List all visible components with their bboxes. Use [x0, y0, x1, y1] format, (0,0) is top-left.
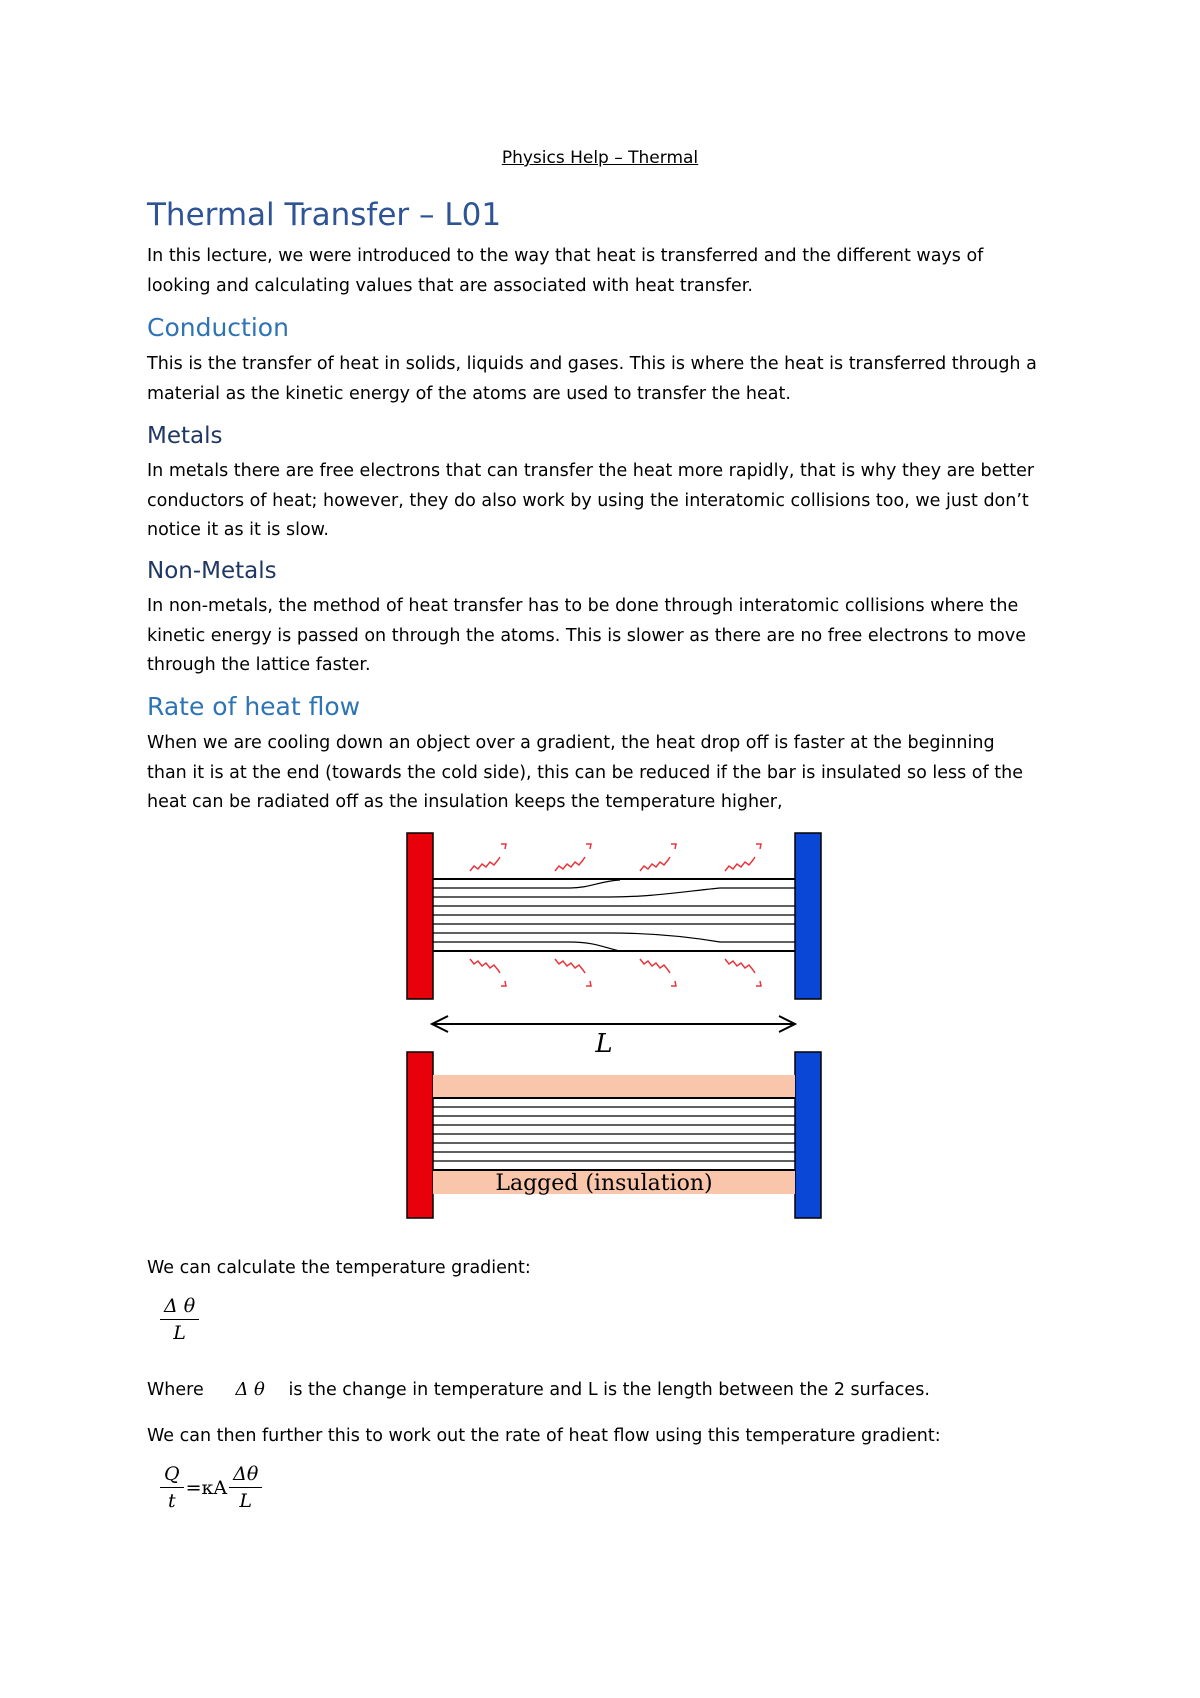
heat-flow-diagram [400, 826, 830, 1226]
rate-heading: Rate of heat flow [147, 692, 361, 721]
where-line [147, 1375, 1067, 1406]
hot-end-bottom [407, 1052, 433, 1218]
length-label: L [595, 1029, 613, 1059]
where-word: Where [147, 1380, 204, 1400]
insulation-label: Lagged (insulation) [495, 1171, 713, 1196]
conduction-paragraph [147, 350, 1067, 409]
metals-line: notice it as it is slow. [147, 520, 329, 540]
non-metals-heading: Non-Metals [147, 558, 277, 584]
lagged-bar [433, 1098, 795, 1170]
non-metals-paragraph [147, 592, 1067, 681]
insulation-top [433, 1075, 795, 1097]
radiation-arrows-top [470, 844, 761, 871]
non-metals-line: through the lattice faster. [147, 655, 371, 675]
intro-line: looking and calculating values that are associated with heat transfer. [147, 275, 753, 296]
rhs-numerator: Δθ [229, 1463, 262, 1488]
page-header: Physics Help – Thermal [501, 148, 699, 168]
length-arrow [432, 1016, 795, 1032]
intro-line: In this lecture, we were introduced to the way that heat is transferred and the different ways of [147, 246, 984, 266]
non-metals-line: In non-metals, the method of heat transfer has to be done through interatomic collisions where the [147, 596, 1019, 616]
gradient-denominator: L [173, 1322, 186, 1344]
metals-paragraph [147, 457, 1067, 546]
where-symbol: Δ θ [235, 1379, 265, 1400]
conduction-line: material as the kinetic energy of the atoms are used to transfer the heat. [147, 383, 791, 404]
hot-end-top [407, 833, 433, 999]
unlagged-bar [433, 879, 795, 951]
page-title: Thermal Transfer – L01 [147, 197, 502, 233]
lhs-denominator: t [167, 1490, 176, 1512]
metals-line: In metals there are free electrons that can transfer the heat more rapidly, that is why they are better [147, 461, 1035, 481]
non-metals-line: kinetic energy is passed on through the atoms. This is slower as there are no free electrons to move [147, 625, 1027, 646]
rate-line: heat can be radiated off as the insulation keeps the temperature higher, [147, 792, 783, 812]
lhs-numerator: Q [160, 1463, 184, 1488]
cold-end-top [795, 833, 821, 999]
formula-middle: =κA [185, 1476, 228, 1499]
lhs-fraction [160, 1463, 184, 1512]
rate-paragraph [147, 729, 1067, 818]
rate-line: than it is at the end (towards the cold side), this can be reduced if the bar is insulated so less of the [147, 762, 1023, 783]
intro-paragraph [147, 242, 1067, 301]
rhs-fraction [229, 1463, 262, 1512]
metals-heading: Metals [147, 423, 223, 449]
rhs-denominator: L [239, 1490, 252, 1512]
gradient-numerator: Δ θ [160, 1295, 199, 1320]
gradient-fraction [160, 1295, 199, 1344]
rate-line: When we are cooling down an object over a gradient, the heat drop off is faster at the beginning [147, 733, 995, 753]
temperature-gradient-formula [160, 1295, 199, 1344]
radiation-arrows-bottom [470, 959, 761, 986]
conduction-line: This is the transfer of heat in solids, liquids and gases. This is where the heat is transferred through a [147, 354, 1037, 374]
metals-line: conductors of heat; however, they do also work by using the interatomic collisions too, we just don’t [147, 490, 1029, 511]
rate-of-heat-flow-formula [160, 1463, 262, 1512]
rate-formula-intro: We can then further this to work out the rate of heat flow using this temperature gradient: [147, 1426, 941, 1446]
conduction-heading: Conduction [147, 313, 289, 342]
gradient-intro: We can calculate the temperature gradient: [147, 1258, 531, 1278]
where-text: is the change in temperature and L is the length between the 2 surfaces. [288, 1380, 930, 1400]
cold-end-bottom [795, 1052, 821, 1218]
